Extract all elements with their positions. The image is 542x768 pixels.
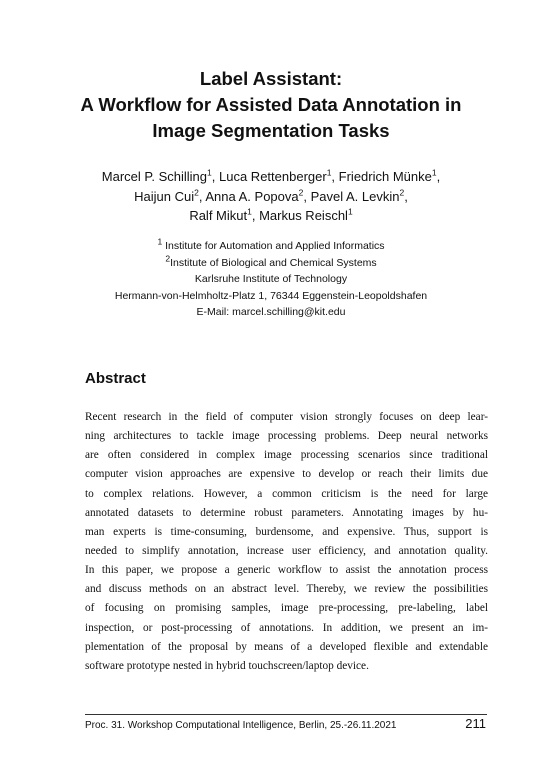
author-affiliation-mark: 2 — [194, 187, 199, 198]
author-line-1 — [40, 167, 502, 187]
abstract-line: are often considered in complex image processing scenarios since traditional — [85, 449, 488, 462]
author-name: Markus Reischl — [259, 208, 348, 223]
author-line-2 — [40, 187, 502, 207]
author-affiliation-mark: 1 — [207, 167, 212, 178]
author-separator: , — [404, 188, 408, 204]
affiliations — [40, 238, 502, 321]
author-separator: , — [251, 208, 260, 223]
author-affiliation-mark: 2 — [399, 187, 405, 198]
footer-proceedings: Proc. 31. Workshop Computational Intelligence, Berlin, 25.-26.11.2021 — [85, 720, 397, 731]
affiliation-mark: 2 — [165, 253, 171, 263]
author-affiliation-mark: 1 — [431, 167, 437, 178]
page-number: 211 — [465, 716, 486, 731]
author-name: Marcel P. Schilling — [101, 169, 208, 184]
author-separator: , — [198, 188, 206, 204]
abstract-line: plementation of the proposal by means of a developed flexible and extendable — [85, 640, 488, 653]
author-line-3 — [40, 206, 502, 226]
author-affiliation-mark: 2 — [298, 187, 304, 198]
abstract-line: to complex relations. However, a common criticism is the need for large — [85, 487, 488, 500]
abstract-line: of focusing on promising samples, image pre-processing, pre-labeling, label — [85, 602, 488, 615]
author-name: Anna A. Popova — [205, 188, 299, 204]
author-separator: , — [331, 169, 339, 184]
abstract-heading: Abstract — [85, 370, 146, 387]
author-separator: , — [211, 169, 219, 184]
abstract-line: needed to simplify annotation, increase user efficiency, and annotation quality. — [85, 544, 488, 557]
title-line-2: A Workflow for Assisted Data Annotation in — [80, 94, 462, 115]
abstract-line: Recent research in the field of computer vision strongly focuses on deep lear- — [85, 411, 488, 423]
contact-email: E-Mail: marcel.schilling@kit.edu — [196, 306, 346, 318]
abstract-line: man experts is time-consuming, burdensome, and expensive. Thus, support is — [85, 525, 488, 538]
abstract-line: ning architectures to tackle image processing problems. Deep neural networks — [85, 430, 488, 443]
abstract-line: In this paper, we propose a generic workflow to assist the annotation process — [85, 564, 488, 577]
author-affiliation-mark: 1 — [326, 167, 332, 178]
address: Hermann-von-Helmholtz-Platz 1, 76344 Eggenstein-Leopoldshafen — [114, 289, 428, 302]
author-separator: , — [436, 169, 441, 184]
author-name: Luca Rettenberger — [219, 169, 327, 184]
abstract-line: and discuss methods on an abstract level. Thereby, we review the possibilities — [85, 583, 488, 596]
author-name: Ralf Mikut — [189, 208, 248, 223]
author-name: Friedrich Münke — [338, 169, 432, 184]
author-affiliation-mark: 1 — [347, 206, 353, 217]
affiliation-2 — [40, 255, 502, 272]
affiliation-mark: 1 — [157, 236, 163, 247]
affiliation-1-text: Institute for Automation and Applied Informatics — [165, 240, 385, 252]
abstract-line: annotated datasets to determine robust parameters. Annotating images by hu- — [85, 506, 488, 519]
abstract-line: inspection, or post-processing of annotations. In addition, we present an im- — [85, 621, 488, 634]
title-line-1: Label Assistant: — [199, 68, 343, 89]
author-separator: , — [303, 188, 311, 204]
footer-divider — [85, 714, 487, 715]
affiliation-1 — [40, 238, 502, 255]
abstract-line: computer vision approaches are expensive to develop or reach their limits due — [85, 468, 488, 481]
affiliation-2-text: Institute of Biological and Chemical Systems — [170, 256, 377, 269]
abstract-body — [85, 408, 488, 676]
author-list — [40, 167, 502, 226]
author-name: Pavel A. Levkin — [310, 188, 400, 204]
author-affiliation-mark: 1 — [247, 206, 252, 217]
abstract-line: software prototype nested in hybrid touchscreen/laptop device. — [85, 659, 369, 672]
author-name: Haijun Cui — [134, 188, 195, 204]
title-line-3: Image Segmentation Tasks — [152, 120, 390, 141]
university: Karlsruhe Institute of Technology — [194, 273, 348, 285]
paper-title — [40, 66, 502, 144]
